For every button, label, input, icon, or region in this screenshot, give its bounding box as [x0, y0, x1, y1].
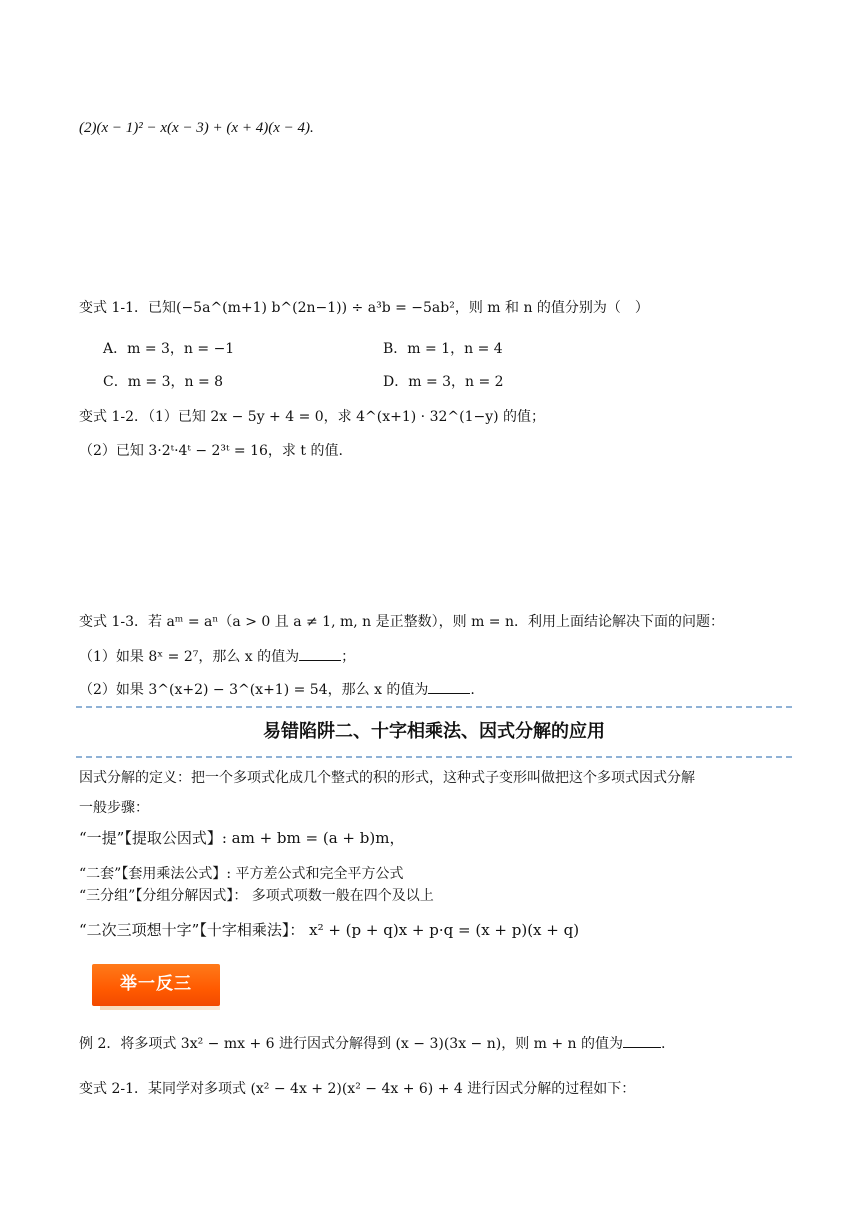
example-2-text: 例 2．将多项式 3x² − mx + 6 进行因式分解得到 (x − 3)(3x − n)，则 m + n 的值为	[79, 1036, 624, 1052]
option-a: A．m = 3，n = −1	[103, 341, 235, 357]
variant-1-3-stem: 变式 1-3．若 aᵐ = aⁿ（a > 0 且 a ≠ 1, m, n 是正整数），则 m = n．利用上面结论解决下面的问题：	[79, 614, 724, 630]
variant-1-2-part1: 变式 1-2．（1）已知 2x − 5y + 4 = 0，求 4^(x+1) · 32^(1−y) 的值；	[79, 409, 546, 425]
q1-suffix: ；	[341, 649, 356, 665]
variant-2-1-stem: 变式 2-1．某同学对多项式 (x² − 4x + 2)(x² − 4x + 6) + 4 进行因式分解的过程如下：	[79, 1081, 636, 1097]
q2-text: （2）如果 3^(x+2) − 3^(x+1) = 54，那么 x 的值为	[79, 682, 429, 698]
divider-bottom	[76, 756, 792, 758]
example-2-suffix: .	[661, 1036, 666, 1052]
divider-top	[76, 706, 792, 708]
practice-badge	[92, 964, 220, 1006]
definition-line-2: 一般步骤：	[79, 800, 149, 816]
variant-1-3-q1	[79, 646, 355, 667]
step-grouping: “三分组”【分组分解因式】： 多项式项数一般在四个及以上	[79, 888, 434, 904]
badge-label: 举一反三	[120, 974, 192, 994]
example-2-answer-blank[interactable]	[623, 1033, 661, 1048]
step-cross-multiplication: “二次三项想十字”【十字相乘法】： x² + (p + q)x + p·q = (x + p)(x + q)	[79, 921, 580, 939]
option-c: C．m = 3，n = 8	[103, 374, 224, 390]
problem-2-expression: (2)(x − 1)² − x(x − 3) + (x + 4)(x − 4).	[79, 120, 314, 136]
example-2	[79, 1033, 665, 1054]
option-b: B．m = 1，n = 4	[383, 341, 503, 357]
variant-1-2-part2: （2）已知 3·2ᵗ·4ᵗ − 2³ᵗ = 16，求 t 的值.	[79, 443, 343, 459]
q2-answer-blank[interactable]	[428, 679, 470, 694]
option-d: D．m = 3，n = 2	[383, 374, 504, 390]
definition-line-1: 因式分解的定义：把一个多项式化成几个整式的积的形式，这种式子变形叫做把这个多项式因式分解	[79, 770, 695, 786]
step-extract-common-factor: “一提”【提取公因式】: am + bm = (a + b)m，	[79, 829, 405, 847]
variant-1-1-stem: 变式 1-1．已知(−5a^(m+1) b^(2n−1)) ÷ a³b = −5ab²，则 m 和 n 的值分别为（ ）	[79, 300, 649, 316]
q1-text: （1）如果 8ˣ = 2⁷，那么 x 的值为	[79, 649, 300, 665]
step-apply-formula: “二套”【套用乘法公式】: 平方差公式和完全平方公式	[79, 866, 404, 882]
q2-suffix: .	[470, 682, 475, 698]
section-title: 易错陷阱二、十字相乘法、因式分解的应用	[263, 721, 605, 742]
q1-answer-blank[interactable]	[299, 646, 341, 661]
variant-1-3-q2	[79, 679, 475, 700]
